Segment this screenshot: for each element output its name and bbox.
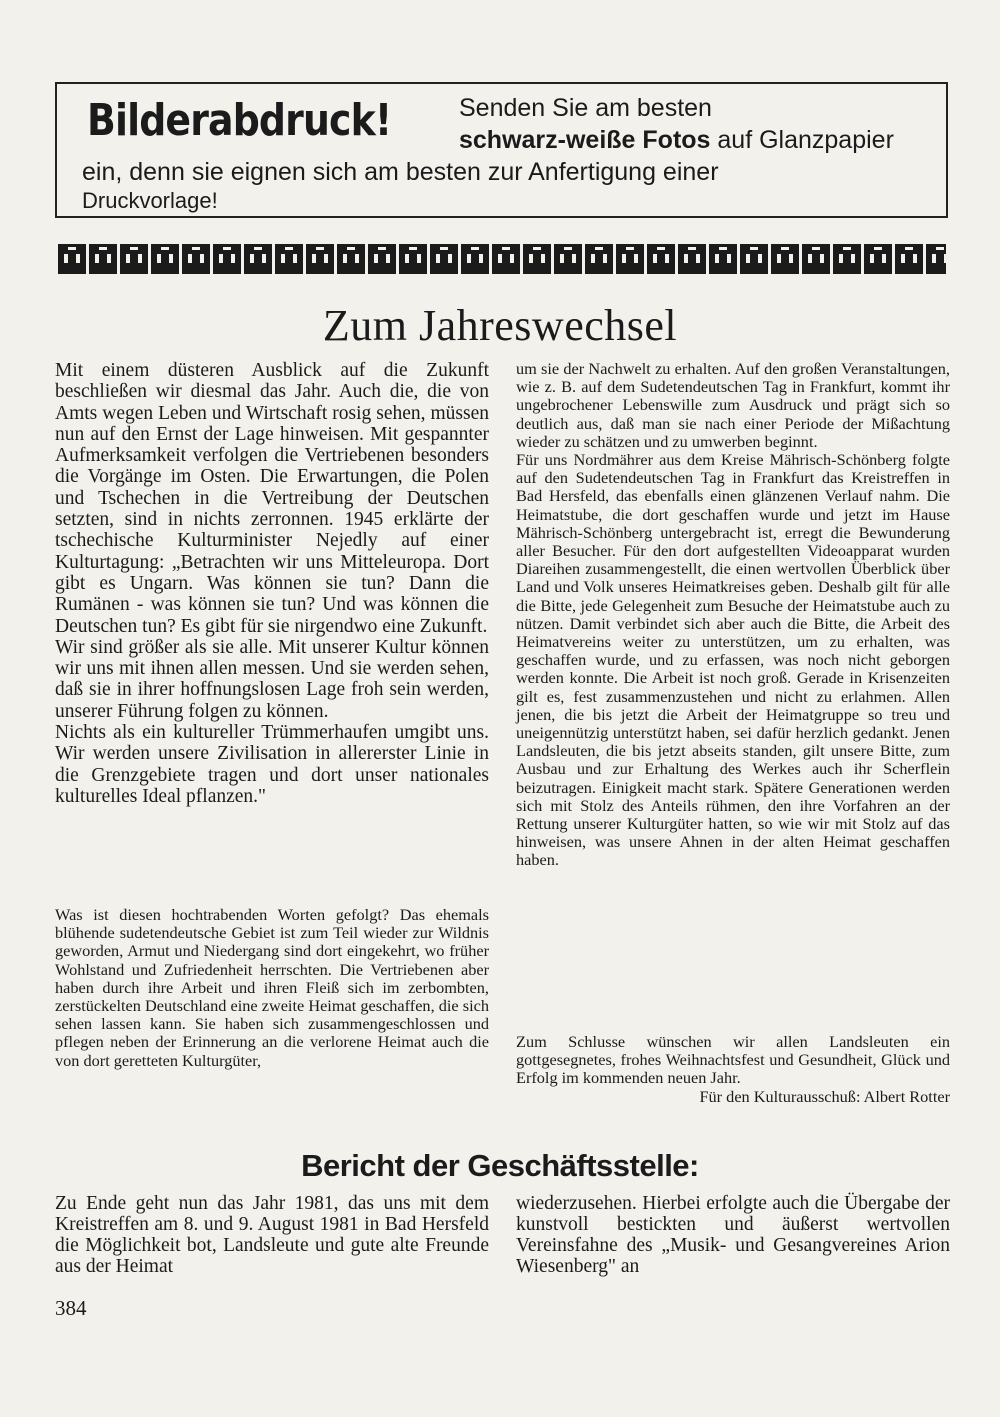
article-paragraph: Was ist diesen hochtrabenden Worten gefolgt? Das ehemals blühende sudetendeutsche Gebiet ist zum Teil wieder zur Wildnis geworden, Armut und Niedergang sind dort eingekehrt, wo früher Wohlstand und Zufriedenheit herrschten. Die Vertriebenen aber haben durch ihre Arbeit und ihren Fleiß sich im zerbombten, zerstückelten Deutschland eine zweite Heimat geschaffen, die sich sehen lassen kann. Sie haben sich zusammengeschlossen und pflegen neben der Erinnerung an die verlorene Heimat auch die von dort geretteten Kulturgüter, [55,905,489,1070]
photo-notice-box [55,82,948,218]
notice-line-2 [459,126,894,154]
article-left-column-large [55,360,489,807]
report-right-column [516,1193,950,1277]
report-paragraph: wiederzusehen. Hierbei erfolgte auch die Übergabe der kunstvoll bestickten und äußerst wertvollen Vereinsfahne des „Musik- und Gesangvereines Arion Wiesenberg" an [516,1193,950,1277]
article-title: Zum Jahreswechsel [322,301,678,350]
signature: Für den Kulturausschuß: Albert Rotter [699,1086,950,1106]
article-paragraph: Wir sind größer als sie alle. Mit unserer Kultur können wir uns mit ihnen allen messen. Und sie werden sehen, daß sie in ihrer hoffnungslosen Lage froh sein werden, unserer Führung folgen zu können. [55,636,489,722]
report-paragraph: Zu Ende geht nun das Jahr 1981, das uns mit dem Kreistreffen am 8. und 9. August 1981 in Bad Hersfeld die Möglichkeit bot, Landsleute und gute alte Freunde aus der Heimat [55,1193,489,1277]
article-paragraph: um sie der Nachwelt zu erhalten. Auf den großen Veranstaltungen, wie z. B. auf dem Sudetendeutschen Tag in Frankfurt, kommt ihr ungebrochener Lebenswille zum Ausdruck und prägt sich so deutlich aus, daß man sie nach einer Periode der Mißachtung wieder zu schätzen und zu umwerben beginnt. [516,359,950,451]
article-paragraph: Nichts als ein kultureller Trümmerhaufen umgibt uns. Wir werden unsere Zivilisation in allererster Linie in die Grenzgebiete tragen und dort unser nationales kulturelles Ideal pflanzen." [55,722,489,807]
notice-line-2-rest: auf Glanzpapier [710,126,894,154]
article-paragraph: Mit einem düsteren Ausblick auf die Zukunft beschließen wir diesmal das Jahr. Auch die, die von Amts wegen Leben und Wirtschaft rosig sehen, müssen nun auf den Ernst der Lage hinweisen. Mit gespannter Aufmerksamkeit verfolgen die Vertriebenen besonders die Vorgänge im Osten. Die Erwartungen, die Polen und Tschechen in die Vertreibung der Deutschen setzten, sind in nichts zerronnen. 1945 erklärte der tschechische Kulturminister Nejedly auf einer Kulturtagung: „Betrachten wir uns Mitteleuropa. Dort gibt es Ungarn. Was können sie tun? Dann die Rumänen - was können sie tun? Und was können die Deutschen tun? Es gibt für sie nirgendwo eine Zukunft. [55,360,489,637]
notice-bold-text: schwarz-weiße Fotos [459,126,711,154]
notice-headline: Bilderabdruck! [87,95,392,146]
decorative-border-ornament [58,244,946,274]
article-paragraph: Für uns Nordmährer aus dem Kreise Mährisch-Schönberg folgte auf den Sudetendeutschen Tag in Frankfurt das Kreistreffen in Bad Hersfeld, das ebenfalls einen glänzenen Verlauf nahm. Die Heimatstube, die dort geschaffen wurde und jetzt im Hause Mährisch-Schönberg untergebracht ist, erregt die Bewunderung aller Besucher. Für den dort aufgestellten Videoapparat wurden Diareihen zusammengestellt, die einen wertvollen Überblick über Land und Volk unseres Heimatkreises geben. Deshalb gilt für alle die Bitte, jede Gelegenheit zum Besuche der Heimatstube auch zu nützen. Damit verbindet sich aber auch die Bitte, die Arbeit des Heimatvereins weiter zu unterstützen, um zu erhalten, was geschaffen wurde, und zu erfassen, was noch nicht geborgen werden konnte. Die Arbeit ist noch groß. Gerade in Krisenzeiten gilt es, fest zusammenzustehen und nicht zu erlahmen. Allen jenen, die bis jetzt die Arbeit der Heimatgruppe so treu und uneigennützig unterstützt haben, sei dafür herzlich gedankt. Jenen Landsleuten, die bis jetzt abseits standen, gilt unsere Bitte, zum Ausbau und zur Erhaltung des Werkes auch ihr Scherflein beizutragen. Einigkeit macht stark. Spätere Generationen werden sich mit Stolz des Anteils rühmen, den ihre Vorfahren an der Rettung unserer Kulturgüter hatten, so wie wir mit Stolz auf das hinweisen, was unsere Ahnen in der alten Heimat geschaffen haben. [516,450,950,870]
closing-text: Zum Schlusse wünschen wir allen Landsleuten ein gottgesegnetes, frohes Weihnachtsfest und Gesundheit, Glück und Erfolg im kommenden neuen Jahr. [516,1032,950,1088]
article-left-column-small [55,906,489,1070]
article-closing [516,1033,950,1106]
notice-line-1: Senden Sie am besten [459,94,712,122]
report-left-column [55,1193,489,1277]
notice-line-3: ein, denn sie eignen sich am besten zur Anfertigung einer [82,158,719,186]
article-right-column [516,360,950,870]
notice-line-4: Druckvorlage! [82,188,218,213]
page-number: 384 [55,1296,87,1320]
report-title: Bericht der Geschäftsstelle: [301,1148,699,1183]
